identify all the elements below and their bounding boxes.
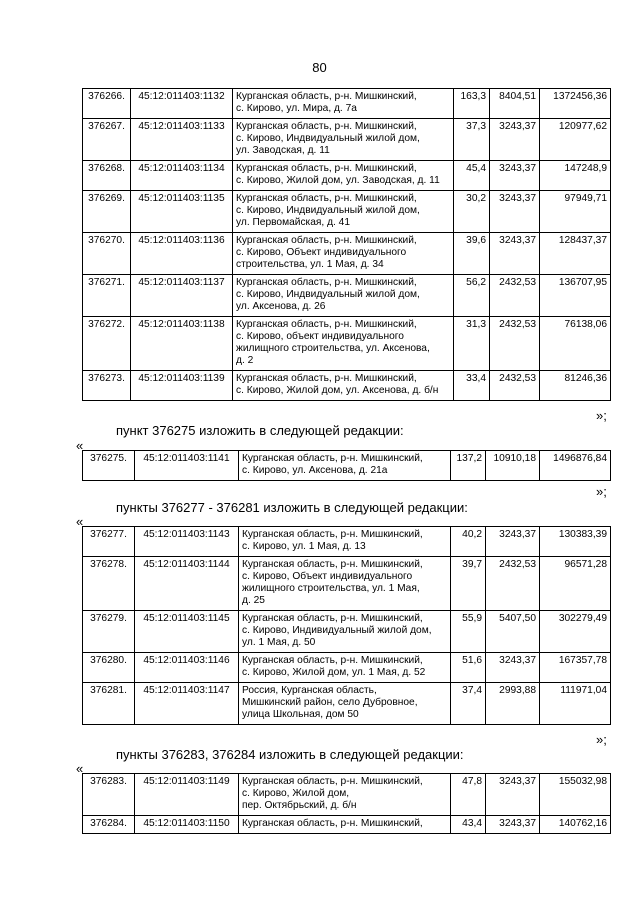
cadastral-number-cell: 45:12:011403:1139 [131, 371, 233, 401]
cadastral-number-cell: 45:12:011403:1133 [131, 119, 233, 161]
cadastral-value-cell: 167357,78 [540, 653, 611, 683]
table-row [83, 275, 611, 317]
rate-cell: 3243,37 [490, 119, 540, 161]
opening-quote: « [76, 438, 84, 453]
cadastral-value-cell: 302279,49 [540, 611, 611, 653]
amendment-instruction: пункты 376277 - 376281 изложить в следующей редакции: [116, 500, 468, 515]
register-table [82, 773, 611, 834]
record-number-cell: 376273. [83, 371, 131, 401]
cadastral-number-cell: 45:12:011403:1147 [135, 683, 239, 725]
area-cell: 33,4 [454, 371, 490, 401]
record-number-cell: 376279. [83, 611, 135, 653]
rate-cell: 5407,50 [486, 611, 540, 653]
rate-cell: 3243,37 [490, 161, 540, 191]
area-cell: 55,9 [451, 611, 486, 653]
cadastral-value-cell: 97949,71 [540, 191, 611, 233]
cadastral-number-cell: 45:12:011403:1137 [131, 275, 233, 317]
cadastral-value-cell: 155032,98 [540, 774, 611, 816]
cadastral-number-cell: 45:12:011403:1150 [135, 816, 239, 834]
area-cell: 39,7 [451, 557, 486, 611]
address-cell: Курганская область, р-н. Мишкинский, с. Кирово, Объект индивидуального жилищного строительства, ул. 1 Мая, д. 25 [239, 557, 451, 611]
cadastral-value-cell: 76138,06 [540, 317, 611, 371]
table-row [83, 451, 611, 481]
cadastral-value-cell: 96571,28 [540, 557, 611, 611]
address-cell: Курганская область, р-н. Мишкинский, с. Кирово, Жилой дом, ул. Аксенова, д. б/н [233, 371, 454, 401]
table-row [83, 191, 611, 233]
table-row [83, 233, 611, 275]
table-row [83, 317, 611, 371]
cadastral-number-cell: 45:12:011403:1141 [135, 451, 239, 481]
cadastral-number-cell: 45:12:011403:1138 [131, 317, 233, 371]
cadastral-number-cell: 45:12:011403:1145 [135, 611, 239, 653]
rate-cell: 2432,53 [486, 557, 540, 611]
record-number-cell: 376283. [83, 774, 135, 816]
area-cell: 51,6 [451, 653, 486, 683]
address-cell: Курганская область, р-н. Мишкинский, с. Кирово, Индвидуальный жилой дом, ул. Заводская, д. 11 [233, 119, 454, 161]
record-number-cell: 376267. [83, 119, 131, 161]
address-cell: Курганская область, р-н. Мишкинский, с. Кирово, ул. Мира, д. 7а [233, 89, 454, 119]
cadastral-value-cell: 136707,95 [540, 275, 611, 317]
table-row [83, 611, 611, 653]
rate-cell: 2432,53 [490, 317, 540, 371]
record-number-cell: 376272. [83, 317, 131, 371]
address-cell: Курганская область, р-н. Мишкинский, с. Кирово, ул. Аксенова, д. 21а [239, 451, 451, 481]
rate-cell: 3243,37 [486, 653, 540, 683]
area-cell: 30,2 [454, 191, 490, 233]
address-cell: Курганская область, р-н. Мишкинский, с. Кирово, Жилой дом, ул. 1 Мая, д. 52 [239, 653, 451, 683]
rate-cell: 3243,37 [486, 774, 540, 816]
cadastral-value-cell: 1496876,84 [540, 451, 611, 481]
cadastral-value-cell: 1372456,36 [540, 89, 611, 119]
cadastral-value-cell: 111971,04 [540, 683, 611, 725]
address-cell: Курганская область, р-н. Мишкинский, с. Кирово, объект индивидуального жилищного строительства, ул. Аксенова, д. 2 [233, 317, 454, 371]
cadastral-number-cell: 45:12:011403:1149 [135, 774, 239, 816]
register-table [82, 526, 611, 725]
record-number-cell: 376269. [83, 191, 131, 233]
rate-cell: 10910,18 [486, 451, 540, 481]
cadastral-value-cell: 81246,36 [540, 371, 611, 401]
register-table [82, 450, 611, 481]
record-number-cell: 376284. [83, 816, 135, 834]
table-row [83, 371, 611, 401]
opening-quote: « [76, 514, 84, 529]
cadastral-value-cell: 120977,62 [540, 119, 611, 161]
cadastral-number-cell: 45:12:011403:1143 [135, 527, 239, 557]
record-number-cell: 376277. [83, 527, 135, 557]
area-cell: 163,3 [454, 89, 490, 119]
record-number-cell: 376278. [83, 557, 135, 611]
address-cell: Курганская область, р-н. Мишкинский, с. Кирово, Индивидуальный жилой дом, ул. 1 Мая, д. 50 [239, 611, 451, 653]
page-number: 80 [312, 60, 327, 75]
record-number-cell: 376280. [83, 653, 135, 683]
table-row [83, 161, 611, 191]
register-table [82, 88, 611, 401]
area-cell: 31,3 [454, 317, 490, 371]
address-cell: Курганская область, р-н. Мишкинский, [239, 816, 451, 834]
table-row [83, 89, 611, 119]
closing-quote: »; [596, 408, 607, 423]
record-number-cell: 376281. [83, 683, 135, 725]
rate-cell: 8404,51 [490, 89, 540, 119]
cadastral-number-cell: 45:12:011403:1146 [135, 653, 239, 683]
address-cell: Россия, Курганская область, Мишкинский район, село Дубровное, улица Школьная, дом 50 [239, 683, 451, 725]
rate-cell: 3243,37 [486, 816, 540, 834]
record-number-cell: 376270. [83, 233, 131, 275]
cadastral-value-cell: 140762,16 [540, 816, 611, 834]
table-row [83, 774, 611, 816]
table-row [83, 557, 611, 611]
cadastral-number-cell: 45:12:011403:1144 [135, 557, 239, 611]
record-number-cell: 376275. [83, 451, 135, 481]
cadastral-number-cell: 45:12:011403:1135 [131, 191, 233, 233]
address-cell: Курганская область, р-н. Мишкинский, с. Кирово, Объект индивидуального строительства, ул. 1 Мая, д. 34 [233, 233, 454, 275]
cadastral-value-cell: 128437,37 [540, 233, 611, 275]
address-cell: Курганская область, р-н. Мишкинский, с. Кирово, Жилой дом, ул. Заводская, д. 11 [233, 161, 454, 191]
cadastral-value-cell: 147248,9 [540, 161, 611, 191]
record-number-cell: 376266. [83, 89, 131, 119]
area-cell: 45,4 [454, 161, 490, 191]
cadastral-number-cell: 45:12:011403:1132 [131, 89, 233, 119]
opening-quote: « [76, 761, 84, 776]
rate-cell: 3243,37 [490, 233, 540, 275]
amendment-instruction: пункты 376283, 376284 изложить в следующей редакции: [116, 747, 464, 762]
rate-cell: 3243,37 [490, 191, 540, 233]
record-number-cell: 376271. [83, 275, 131, 317]
table-row [83, 527, 611, 557]
rate-cell: 2993,88 [486, 683, 540, 725]
table-row [83, 683, 611, 725]
cadastral-number-cell: 45:12:011403:1134 [131, 161, 233, 191]
table-row [83, 119, 611, 161]
area-cell: 43,4 [451, 816, 486, 834]
rate-cell: 3243,37 [486, 527, 540, 557]
address-cell: Курганская область, р-н. Мишкинский, с. Кирово, Жилой дом, пер. Октябрьский, д. б/н [239, 774, 451, 816]
area-cell: 47,8 [451, 774, 486, 816]
area-cell: 39,6 [454, 233, 490, 275]
address-cell: Курганская область, р-н. Мишкинский, с. Кирово, ул. 1 Мая, д. 13 [239, 527, 451, 557]
area-cell: 37,4 [451, 683, 486, 725]
closing-quote: »; [596, 732, 607, 747]
area-cell: 137,2 [451, 451, 486, 481]
rate-cell: 2432,53 [490, 275, 540, 317]
record-number-cell: 376268. [83, 161, 131, 191]
address-cell: Курганская область, р-н. Мишкинский, с. Кирово, Индвидуальный жилой дом, ул. Аксенова, д. 26 [233, 275, 454, 317]
area-cell: 56,2 [454, 275, 490, 317]
area-cell: 40,2 [451, 527, 486, 557]
table-row [83, 653, 611, 683]
table-row [83, 816, 611, 834]
rate-cell: 2432,53 [490, 371, 540, 401]
cadastral-number-cell: 45:12:011403:1136 [131, 233, 233, 275]
amendment-instruction: пункт 376275 изложить в следующей редакции: [116, 423, 404, 438]
cadastral-value-cell: 130383,39 [540, 527, 611, 557]
area-cell: 37,3 [454, 119, 490, 161]
closing-quote: »; [596, 484, 607, 499]
address-cell: Курганская область, р-н. Мишкинский, с. Кирово, Индвидуальный жилой дом, ул. Первомайская, д. 41 [233, 191, 454, 233]
